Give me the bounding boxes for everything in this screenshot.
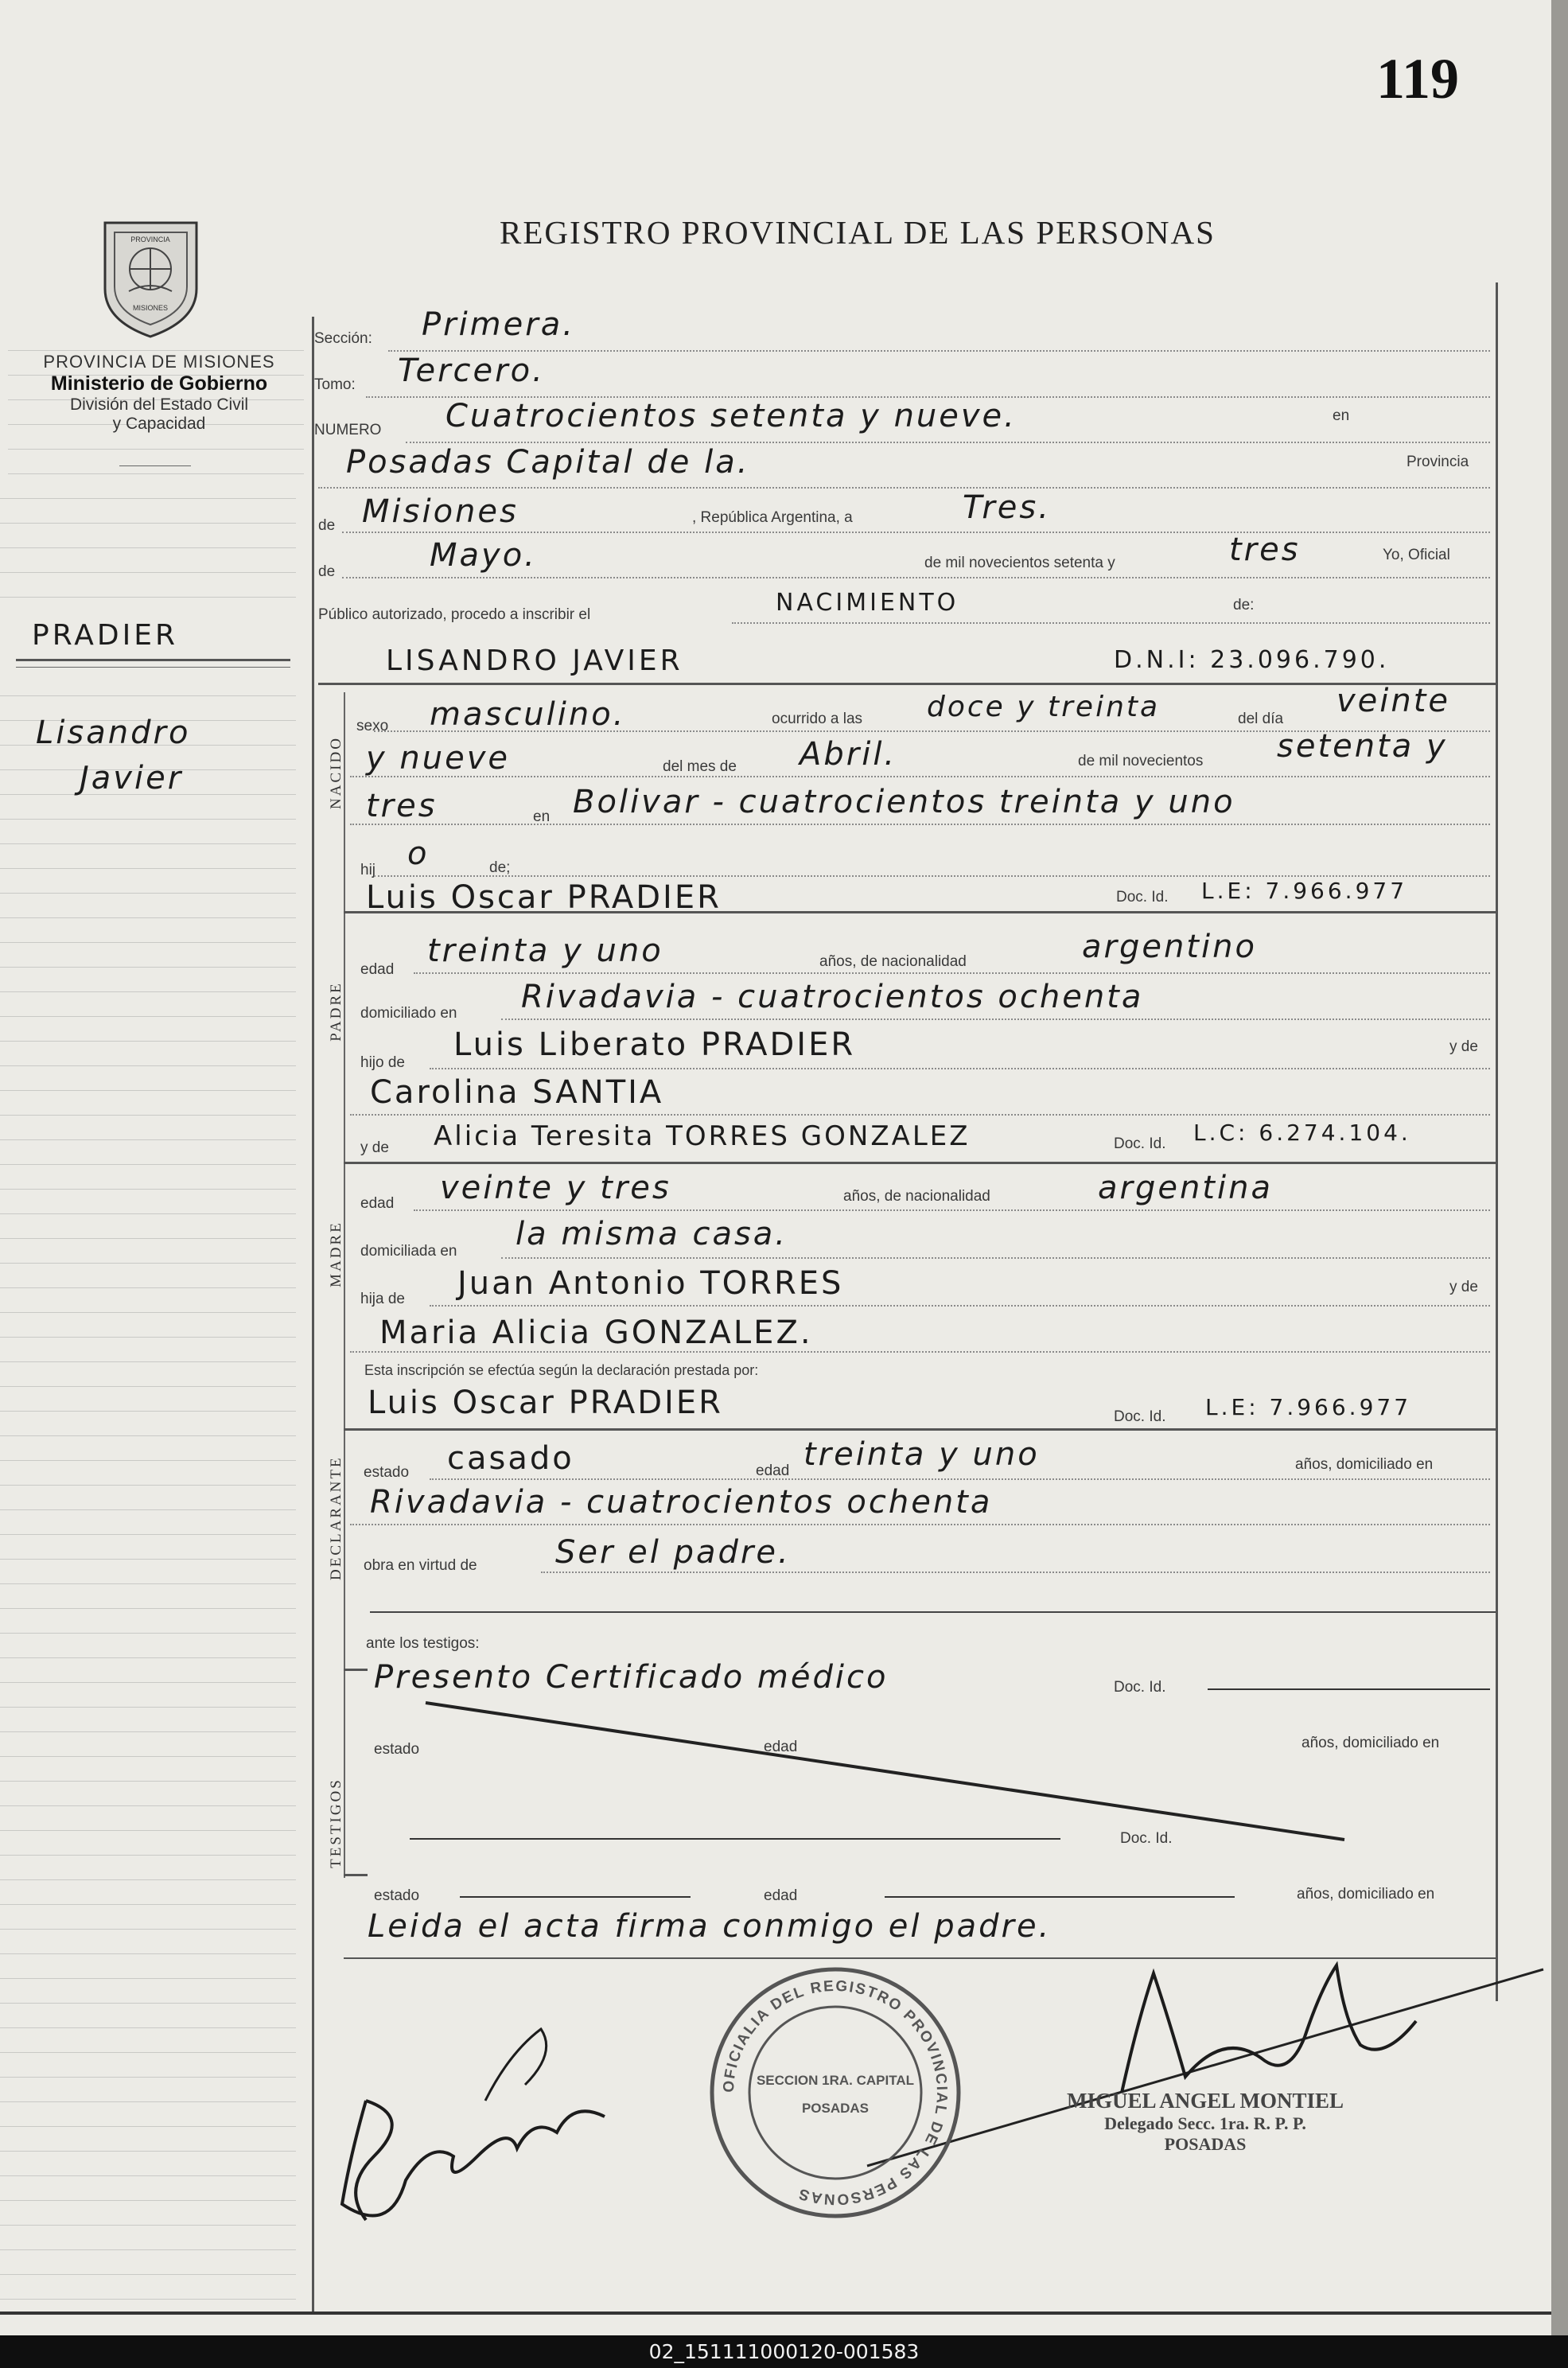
label-de-mil-nov: de mil novecientos [1078,753,1204,769]
label-de-mil: de mil novecientos setenta y [924,555,1115,571]
label-en: en [1333,407,1350,424]
label-y-de-end-madre: y de [1449,1279,1478,1295]
label-de-1: de [318,517,336,534]
numero-value: Cuatrocientos setenta y nueve. [445,398,1017,434]
padre-padre: Luis Liberato PRADIER [453,1026,856,1063]
agency-line-1: PROVINCIA DE MISIONES [43,352,275,372]
padre-nombre: Luis Oscar PRADIER [366,879,722,916]
official-signature [1106,1942,1424,2117]
label-esta-inscripcion: Esta inscripción se efectúa según la declaración prestada por: [364,1362,759,1378]
label-obra: obra en virtud de [364,1557,477,1574]
label-doc-id-3: Doc. Id. [1114,1408,1166,1425]
dia-nac-2: y nueve [366,740,510,777]
mes-registro-value: Mayo. [430,537,537,574]
label-doc-id-5: Doc. Id. [1120,1830,1173,1847]
declarante-estado: casado [447,1440,574,1477]
agency-line-2: Ministerio de Gobierno [50,372,268,395]
label-del-dia: del día [1238,711,1284,727]
mes-nac-value: Abril. [800,736,897,773]
label-estado-t1: estado [374,1741,420,1758]
section-label-padre: PADRE [328,981,344,1042]
anio-nac-2: tres [366,788,438,824]
label-ante: ante los testigos: [366,1635,480,1652]
stamp-center-1: SECCION 1RA. CAPITAL [756,2073,915,2088]
svg-text:OFICIALIA DEL REGISTRO PROVINC [721,1978,950,2207]
label-anos-dom-t2: años, domiciliado en [1297,1886,1435,1903]
label-estado-decl: estado [364,1464,410,1481]
child-name: LISANDRO JAVIER [386,645,683,677]
label-domiciliada: domiciliada en [360,1243,457,1260]
anio-nac-1: setenta y [1277,728,1448,765]
label-de-2: de [318,563,336,580]
label-estado-t2: estado [374,1887,420,1904]
acto-value: NACIMIENTO [776,589,959,617]
label-y-de-end-padre: y de [1449,1038,1478,1055]
label-tomo: Tomo: [314,376,356,393]
label-hijo-de: hijo de [360,1054,405,1071]
label-anos-nac-padre: años, de nacionalidad [819,953,967,970]
label-seccion: Sección: [314,330,372,347]
padre-edad: treinta y uno [427,933,663,969]
lugar-value: Posadas Capital de la. [346,444,750,481]
emblem-bottom-text: MISIONES [132,304,169,312]
label-numero: NUMERO [314,422,382,438]
padre-nacionalidad: argentino [1082,929,1257,965]
page-number: 119 [1376,47,1460,111]
madre-padre: Juan Antonio TORRES [457,1265,844,1302]
label-edad-t2: edad [764,1887,798,1904]
section-label-testigos: TESTIGOS [328,1778,344,1868]
madre-nacionalidad: argentina [1098,1170,1273,1206]
declarante-virtud: Ser el padre. [555,1534,791,1571]
label-en-nac: en [533,808,551,825]
label-sexo: sexo [356,718,389,734]
declarante-domicilio: Rivadavia - cuatrocientos ochenta [370,1484,993,1521]
testigos-linea-1: Presento Certificado médico [374,1659,889,1696]
label-provincia: Provincia [1407,454,1469,470]
label-edad-t1: edad [764,1739,798,1755]
label-anos-dom-decl: años, domiciliado en [1295,1456,1434,1473]
tomo-value: Tercero. [398,352,545,389]
madre-edad: veinte y tres [440,1170,671,1206]
declarante-edad: treinta y uno [803,1436,1040,1473]
official-name: MIGUEL ANGEL MONTIEL [1066,2089,1344,2113]
official-role: Delegado Secc. 1ra. R. P. P. [1104,2113,1306,2133]
label-anos-nac-madre: años, de nacionalidad [843,1188,990,1205]
label-edad-padre: edad [360,961,395,978]
margin-given-name-1: Lisandro [36,715,191,751]
book-spine [1551,0,1568,2335]
padre-domicilio: Rivadavia - cuatrocientos ochenta [521,979,1144,1015]
label-edad-decl: edad [756,1462,790,1479]
padre-doc: L.E: 7.966.977 [1201,878,1408,904]
section-label-nacido: NACIDO [328,736,344,809]
seccion-value: Primera. [422,306,575,343]
agency-line-3: División del Estado Civil [69,395,249,414]
margin-given-name-2: Javier [80,760,184,796]
declarant-signature [318,1997,621,2260]
dia-registro-value: Tres. [963,489,1051,526]
agency-line-4: y Capacidad [112,415,206,433]
label-republica: , República Argentina, a [692,509,853,526]
emblem-top-text: PROVINCIA [130,236,170,243]
footer-id: 02_151111000120-001583 [0,2335,1568,2368]
label-y-de-madre: y de [360,1139,389,1156]
lugar-nac-value: Bolivar - cuatrocientos treinta y uno [573,784,1235,820]
label-edad-madre: edad [360,1195,395,1212]
cierre-texto: Leida el acta firma conmigo el padre. [368,1908,1052,1945]
dia-nac-1: veinte [1336,683,1451,719]
declarante-doc: L.E: 7.966.977 [1205,1394,1412,1420]
label-doc-id-4: Doc. Id. [1114,1679,1166,1696]
label-hij: hij [360,862,376,878]
provincia-value: Misiones [362,493,519,530]
document-title: REGISTRO PROVINCIAL DE LAS PERSONAS [500,214,1216,251]
section-label-madre: MADRE [328,1221,344,1287]
label-domiciliado-padre: domiciliado en [360,1005,457,1022]
hora-value: doce y treinta [927,691,1161,723]
stamp-center-2: POSADAS [801,2101,870,2116]
declarante-nombre: Luis Oscar PRADIER [368,1385,723,1421]
label-del-mes: del mes de [663,758,737,775]
hijo-value: o [407,835,430,872]
madre-madre: Maria Alicia GONZALEZ. [379,1314,813,1351]
margin-surname: PRADIER [32,619,178,652]
section-label-declarante: DECLARANTE [328,1455,344,1580]
label-publico: Público autorizado, procedo a inscribir el [318,606,591,623]
label-hija-de: hija de [360,1291,405,1307]
padre-madre: Carolina SANTIA [370,1074,664,1111]
stamp-ring-text: OFICIALIA DEL REGISTRO PROVINCIAL DE LAS PERSONAS [720,1977,951,2208]
label-ocurrido: ocurrido a las [772,711,863,727]
label-de-semicolon: de; [489,859,511,876]
anio-registro-value: tres [1229,532,1301,568]
official-city: POSADAS [1164,2134,1247,2154]
sexo-value: masculino. [430,696,626,733]
madre-doc: L.C: 6.274.104. [1193,1120,1411,1146]
madre-nombre: Alicia Teresita TORRES GONZALEZ [434,1120,971,1152]
child-dni: D.N.I: 23.096.790. [1114,646,1390,674]
label-doc-id-1: Doc. Id. [1116,889,1169,906]
label-de-colon: de: [1233,597,1255,613]
label-doc-id-2: Doc. Id. [1114,1135,1166,1152]
official-stamp [700,1957,971,2228]
label-anos-dom-t1: años, domiciliado en [1301,1735,1440,1751]
madre-domicilio: la misma casa. [516,1216,788,1252]
label-yo-oficial: Yo, Oficial [1383,547,1450,563]
